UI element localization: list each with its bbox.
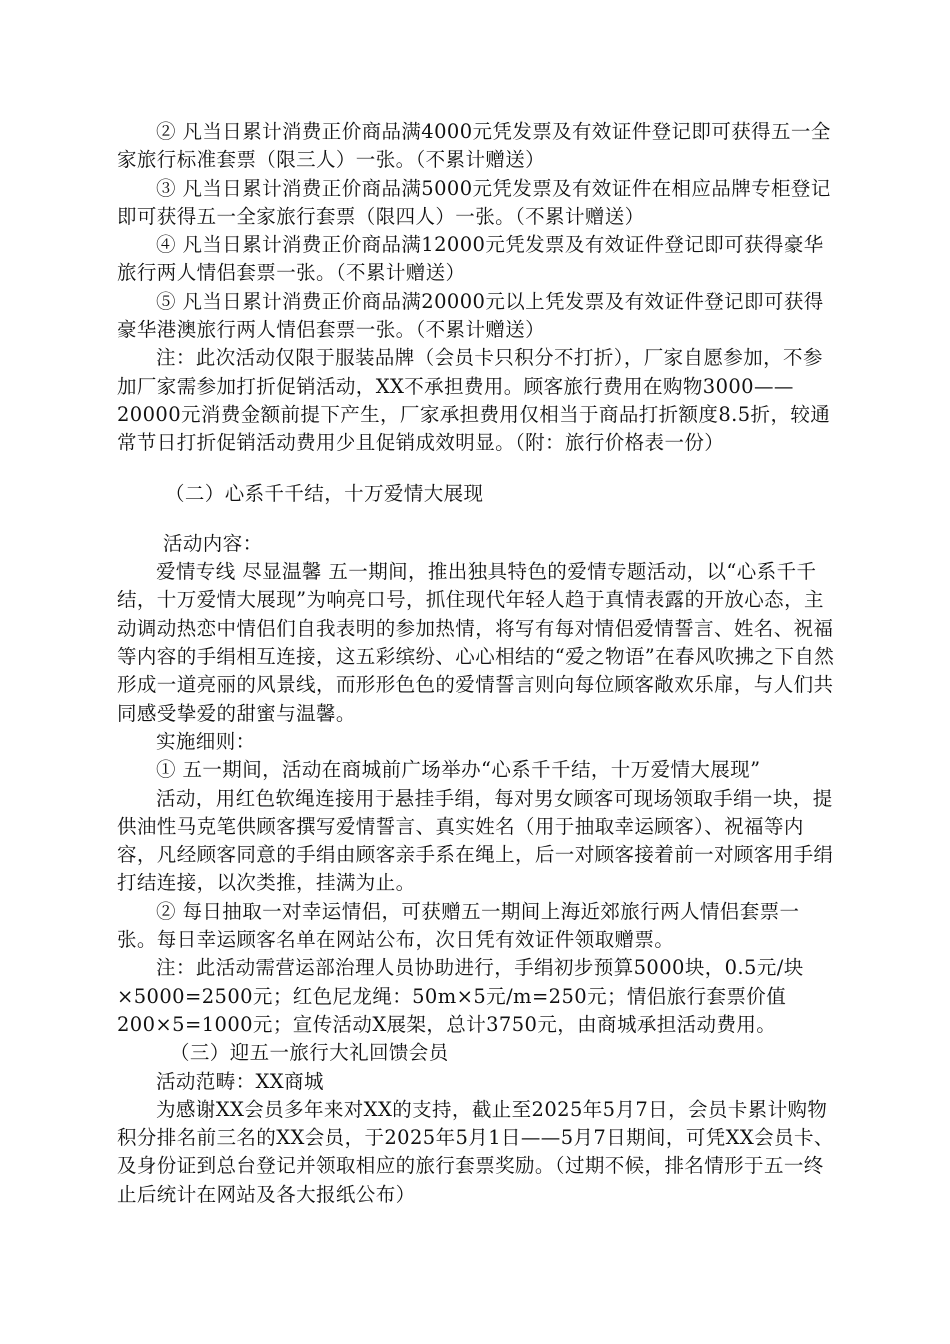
paragraph-item-4: ④ 凡当日累计消费正价商品满12000元凭发票及有效证件登记即可获得豪华旅行两人情侣套票一张。（不累计赠送） <box>117 233 824 285</box>
paragraph-item-2: ② 凡当日累计消费正价商品满4000元凭发票及有效证件登记即可获得五一全家旅行标准套票（限三人）一张。（不累计赠送） <box>117 120 831 172</box>
label-activity-content: 活动内容： <box>163 531 263 555</box>
paragraph-love-intro: 爱情专线 尽显温馨 五一期间，推出独具特色的爱情专题活动，以“心系千千结，十万爱情大展现”为响亮口号，抓住现代年轻人趋于真情表露的开放心态，主动调动热恋中情侣们自我表明的参加热情，将写有每对情侣爱情誓言、姓名、祝福等内容的手绢相互连接，这五彩缤纷、心心相结的“爱之物语”在春风吹拂之下自然形成一道亮丽的风景线，而形形色色的爱情誓言则向每位顾客敞欢乐扉，与人们共同感受挚爱的甜蜜与温馨。 <box>117 560 835 725</box>
paragraph-rule-2: ② 每日抽取一对幸运情侣，可获赠五一期间上海近郊旅行两人情侣套票一张。每日幸运顾客名单在网站公布，次日凭有效证件领取赠票。 <box>117 899 800 952</box>
label-implementation: 实施细则： <box>156 729 256 753</box>
document-page <box>117 118 835 1209</box>
section-heading-2: （二）心系千千结，十万爱情大展现 <box>165 481 484 505</box>
section-heading-3: （三）迎五一旅行大礼回馈会员 <box>170 1041 449 1065</box>
paragraph-member-reward: 为感谢XX会员多年来对XX的支持，截止至2025年5月7日，会员卡累计购物积分排名前三名的XX会员，于2025年5月1日——5月7日期间，可凭XX会员卡、及身份证到总台登记并领取相应的旅行套票奖励。（过期不候，排名情形于五一终止后统计在网站及各大报纸公布） <box>117 1097 834 1206</box>
paragraph-item-3: ③ 凡当日累计消费正价商品满5000元凭发票及有效证件在相应品牌专柜登记即可获得五一全家旅行套票（限四人）一张。（不累计赠送） <box>117 176 831 228</box>
paragraph-item-5: ⑤ 凡当日累计消费正价商品满20000元以上凭发票及有效证件登记即可获得豪华港澳旅行两人情侣套票一张。（不累计赠送） <box>117 289 824 342</box>
label-activity-scope: 活动范畴：XX商城 <box>156 1069 324 1093</box>
paragraph-rule-1-detail: 活动，用红色软绳连接用于悬挂手绢，每对男女顾客可现场领取手绢一块，提供油性马克笔供顾客撰写爱情誓言、真实姓名（用于抽取幸运顾客）、祝福等内容，凡经顾客同意的手绢由顾客亲手系在绳上，后一对顾客接着前一对顾客用手绢打结连接，以次类推，挂满为止。 <box>117 786 834 895</box>
paragraph-rule-1: ① 五一期间，活动在商城前广场举办“心系千千结，十万爱情大展现” <box>156 758 761 782</box>
paragraph-note-1: 注：此次活动仅限于服装品牌（会员卡只积分不打折），厂家自愿参加，不参加厂家需参加打折促销活动，XX不承担费用。顾客旅行费用在购物3000——20000元消费金额前提下产生，厂家承担费用仅相当于商品打折额度8.5折，较通常节日打折促销活动费用少且促销成效明显。（附：旅行价格表一份） <box>117 346 831 455</box>
paragraph-note-2: 注：此活动需营运部治理人员协助进行，手绢初步预算5000块，0.5元/块×5000=2500元；红色尼龙绳：50m×5元/m=250元；情侣旅行套票价值200×5=1000元；宣传活动X展架，总计3750元，由商城承担活动费用。 <box>117 956 804 1036</box>
